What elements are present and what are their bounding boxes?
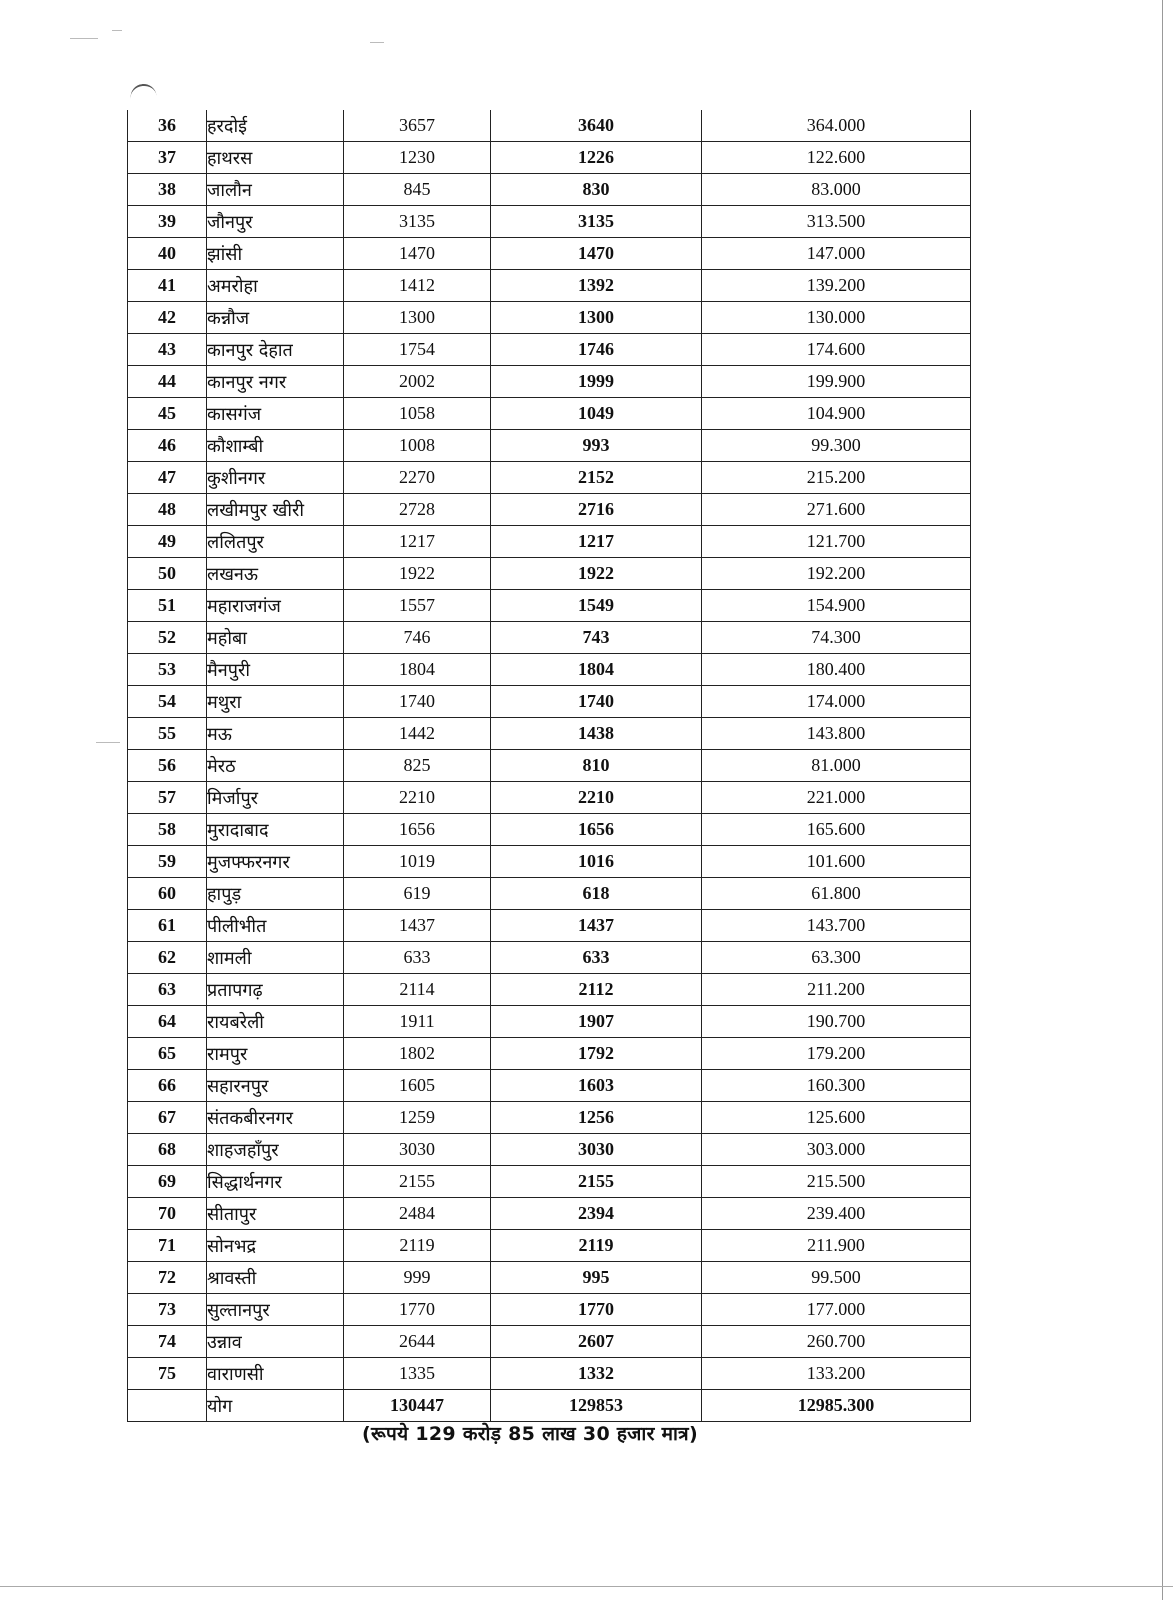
amount-col: 364.000 bbox=[702, 110, 971, 142]
scan-speck bbox=[70, 38, 98, 39]
serial-number: 60 bbox=[128, 878, 207, 910]
serial-number: 53 bbox=[128, 654, 207, 686]
district-name: मैनपुरी bbox=[207, 654, 344, 686]
value-col-2: 1256 bbox=[491, 1102, 702, 1134]
serial-number: 70 bbox=[128, 1198, 207, 1230]
value-col-1: 2270 bbox=[344, 462, 491, 494]
amount-col: 81.000 bbox=[702, 750, 971, 782]
serial-number: 52 bbox=[128, 622, 207, 654]
serial-number: 41 bbox=[128, 270, 207, 302]
table-row bbox=[128, 846, 971, 878]
value-col-1: 2484 bbox=[344, 1198, 491, 1230]
amount-col: 99.500 bbox=[702, 1262, 971, 1294]
amount-col: 147.000 bbox=[702, 238, 971, 270]
district-name: महाराजगंज bbox=[207, 590, 344, 622]
table-row bbox=[128, 1070, 971, 1102]
amount-col: 260.700 bbox=[702, 1326, 971, 1358]
value-col-1: 1259 bbox=[344, 1102, 491, 1134]
amount-col: 165.600 bbox=[702, 814, 971, 846]
value-col-2: 2112 bbox=[491, 974, 702, 1006]
serial-number: 64 bbox=[128, 1006, 207, 1038]
value-col-2: 995 bbox=[491, 1262, 702, 1294]
value-col-1: 1470 bbox=[344, 238, 491, 270]
amount-col: 143.800 bbox=[702, 718, 971, 750]
value-col-1: 746 bbox=[344, 622, 491, 654]
serial-number: 38 bbox=[128, 174, 207, 206]
value-col-1: 3030 bbox=[344, 1134, 491, 1166]
table-row bbox=[128, 878, 971, 910]
district-name: लखीमपुर खीरी bbox=[207, 494, 344, 526]
table-body bbox=[128, 110, 971, 1422]
district-name: कानपुर नगर bbox=[207, 366, 344, 398]
amount-col: 122.600 bbox=[702, 142, 971, 174]
serial-number: 46 bbox=[128, 430, 207, 462]
amount-col: 271.600 bbox=[702, 494, 971, 526]
district-name: मेरठ bbox=[207, 750, 344, 782]
district-name: लखनऊ bbox=[207, 558, 344, 590]
value-col-1: 1557 bbox=[344, 590, 491, 622]
table-row bbox=[128, 558, 971, 590]
table-row bbox=[128, 142, 971, 174]
value-col-2: 2210 bbox=[491, 782, 702, 814]
table-row bbox=[128, 366, 971, 398]
value-col-1: 2119 bbox=[344, 1230, 491, 1262]
serial-number: 75 bbox=[128, 1358, 207, 1390]
total-serial-cell bbox=[128, 1390, 207, 1422]
total-amount: 12985.300 bbox=[702, 1390, 971, 1422]
district-name: हाथरस bbox=[207, 142, 344, 174]
value-col-2: 1656 bbox=[491, 814, 702, 846]
serial-number: 42 bbox=[128, 302, 207, 334]
table-row bbox=[128, 1166, 971, 1198]
district-name: शाहजहाँपुर bbox=[207, 1134, 344, 1166]
value-col-1: 1656 bbox=[344, 814, 491, 846]
district-name: प्रतापगढ़ bbox=[207, 974, 344, 1006]
district-name: संतकबीरनगर bbox=[207, 1102, 344, 1134]
value-col-1: 2210 bbox=[344, 782, 491, 814]
serial-number: 44 bbox=[128, 366, 207, 398]
value-col-2: 1907 bbox=[491, 1006, 702, 1038]
district-name: मुरादाबाद bbox=[207, 814, 344, 846]
serial-number: 62 bbox=[128, 942, 207, 974]
district-name: सहारनपुर bbox=[207, 1070, 344, 1102]
value-col-2: 1016 bbox=[491, 846, 702, 878]
district-name: सीतापुर bbox=[207, 1198, 344, 1230]
table-row bbox=[128, 814, 971, 846]
district-name: रामपुर bbox=[207, 1038, 344, 1070]
serial-number: 61 bbox=[128, 910, 207, 942]
value-col-1: 1335 bbox=[344, 1358, 491, 1390]
district-name: शामली bbox=[207, 942, 344, 974]
amount-col: 125.600 bbox=[702, 1102, 971, 1134]
serial-number: 66 bbox=[128, 1070, 207, 1102]
table-row bbox=[128, 494, 971, 526]
district-name: मिर्जापुर bbox=[207, 782, 344, 814]
value-col-1: 1019 bbox=[344, 846, 491, 878]
amount-col: 239.400 bbox=[702, 1198, 971, 1230]
amount-col: 215.200 bbox=[702, 462, 971, 494]
value-col-1: 2002 bbox=[344, 366, 491, 398]
amount-col: 179.200 bbox=[702, 1038, 971, 1070]
value-col-2: 1470 bbox=[491, 238, 702, 270]
value-col-1: 2644 bbox=[344, 1326, 491, 1358]
amount-in-words: (रूपये 129 करोड़ 85 लाख 30 हजार मात्र) bbox=[362, 1423, 698, 1445]
value-col-1: 1412 bbox=[344, 270, 491, 302]
value-col-2: 1746 bbox=[491, 334, 702, 366]
value-col-1: 1740 bbox=[344, 686, 491, 718]
amount-col: 211.200 bbox=[702, 974, 971, 1006]
total-col-2: 129853 bbox=[491, 1390, 702, 1422]
district-name: ललितपुर bbox=[207, 526, 344, 558]
serial-number: 48 bbox=[128, 494, 207, 526]
value-col-2: 830 bbox=[491, 174, 702, 206]
value-col-2: 1922 bbox=[491, 558, 702, 590]
value-col-1: 845 bbox=[344, 174, 491, 206]
table-row bbox=[128, 622, 971, 654]
amount-col: 313.500 bbox=[702, 206, 971, 238]
value-col-1: 619 bbox=[344, 878, 491, 910]
table-row bbox=[128, 334, 971, 366]
value-col-2: 1999 bbox=[491, 366, 702, 398]
value-col-1: 1605 bbox=[344, 1070, 491, 1102]
amount-col: 133.200 bbox=[702, 1358, 971, 1390]
district-name: वाराणसी bbox=[207, 1358, 344, 1390]
district-name: उन्नाव bbox=[207, 1326, 344, 1358]
table-row bbox=[128, 1326, 971, 1358]
table-row bbox=[128, 110, 971, 142]
value-col-1: 633 bbox=[344, 942, 491, 974]
district-name: हरदोई bbox=[207, 110, 344, 142]
serial-number: 55 bbox=[128, 718, 207, 750]
table-row bbox=[128, 1294, 971, 1326]
amount-col: 104.900 bbox=[702, 398, 971, 430]
amount-col: 130.000 bbox=[702, 302, 971, 334]
value-col-1: 1058 bbox=[344, 398, 491, 430]
amount-col: 180.400 bbox=[702, 654, 971, 686]
serial-number: 67 bbox=[128, 1102, 207, 1134]
table-row bbox=[128, 1134, 971, 1166]
district-name: श्रावस्ती bbox=[207, 1262, 344, 1294]
table-row bbox=[128, 974, 971, 1006]
district-name: कन्नौज bbox=[207, 302, 344, 334]
district-name: जौनपुर bbox=[207, 206, 344, 238]
serial-number: 69 bbox=[128, 1166, 207, 1198]
table-row bbox=[128, 1102, 971, 1134]
value-col-1: 2114 bbox=[344, 974, 491, 1006]
value-col-1: 1911 bbox=[344, 1006, 491, 1038]
value-col-1: 825 bbox=[344, 750, 491, 782]
total-label: योग bbox=[207, 1390, 344, 1422]
amount-col: 215.500 bbox=[702, 1166, 971, 1198]
value-col-2: 3640 bbox=[491, 110, 702, 142]
value-col-2: 993 bbox=[491, 430, 702, 462]
district-name: कौशाम्बी bbox=[207, 430, 344, 462]
value-col-2: 1770 bbox=[491, 1294, 702, 1326]
value-col-1: 1770 bbox=[344, 1294, 491, 1326]
table-row bbox=[128, 750, 971, 782]
amount-col: 101.600 bbox=[702, 846, 971, 878]
table-row bbox=[128, 270, 971, 302]
district-name: झांसी bbox=[207, 238, 344, 270]
district-name: मुजफ्फरनगर bbox=[207, 846, 344, 878]
serial-number: 37 bbox=[128, 142, 207, 174]
district-name: जालौन bbox=[207, 174, 344, 206]
district-name: पीलीभीत bbox=[207, 910, 344, 942]
amount-col: 99.300 bbox=[702, 430, 971, 462]
amount-col: 61.800 bbox=[702, 878, 971, 910]
district-name: रायबरेली bbox=[207, 1006, 344, 1038]
scan-edge bbox=[1162, 0, 1163, 1600]
table-row bbox=[128, 302, 971, 334]
district-name: कासगंज bbox=[207, 398, 344, 430]
value-col-2: 633 bbox=[491, 942, 702, 974]
district-name: सुल्तानपुर bbox=[207, 1294, 344, 1326]
scan-speck bbox=[96, 742, 120, 743]
district-name: हापुड़ bbox=[207, 878, 344, 910]
value-col-2: 1792 bbox=[491, 1038, 702, 1070]
serial-number: 51 bbox=[128, 590, 207, 622]
value-col-1: 999 bbox=[344, 1262, 491, 1294]
value-col-2: 1392 bbox=[491, 270, 702, 302]
total-col-1: 130447 bbox=[344, 1390, 491, 1422]
value-col-2: 1217 bbox=[491, 526, 702, 558]
serial-number: 36 bbox=[128, 110, 207, 142]
value-col-2: 1603 bbox=[491, 1070, 702, 1102]
amount-col: 211.900 bbox=[702, 1230, 971, 1262]
table-row bbox=[128, 1230, 971, 1262]
value-col-1: 2155 bbox=[344, 1166, 491, 1198]
serial-number: 71 bbox=[128, 1230, 207, 1262]
amount-col: 74.300 bbox=[702, 622, 971, 654]
amount-col: 160.300 bbox=[702, 1070, 971, 1102]
value-col-2: 1049 bbox=[491, 398, 702, 430]
table-row bbox=[128, 1358, 971, 1390]
table-row bbox=[128, 398, 971, 430]
value-col-1: 1754 bbox=[344, 334, 491, 366]
amount-col: 199.900 bbox=[702, 366, 971, 398]
scan-edge bbox=[0, 1586, 1173, 1587]
serial-number: 68 bbox=[128, 1134, 207, 1166]
serial-number: 65 bbox=[128, 1038, 207, 1070]
table-row bbox=[128, 526, 971, 558]
serial-number: 47 bbox=[128, 462, 207, 494]
table-row bbox=[128, 1038, 971, 1070]
value-col-2: 1438 bbox=[491, 718, 702, 750]
serial-number: 58 bbox=[128, 814, 207, 846]
serial-number: 39 bbox=[128, 206, 207, 238]
amount-col: 190.700 bbox=[702, 1006, 971, 1038]
serial-number: 57 bbox=[128, 782, 207, 814]
serial-number: 74 bbox=[128, 1326, 207, 1358]
district-name: कानपुर देहात bbox=[207, 334, 344, 366]
value-col-1: 3657 bbox=[344, 110, 491, 142]
serial-number: 50 bbox=[128, 558, 207, 590]
district-name: महोबा bbox=[207, 622, 344, 654]
serial-number: 43 bbox=[128, 334, 207, 366]
table-row bbox=[128, 718, 971, 750]
district-allocation-table bbox=[127, 110, 971, 1422]
table-row bbox=[128, 238, 971, 270]
scan-speck bbox=[112, 30, 122, 31]
value-col-1: 1008 bbox=[344, 430, 491, 462]
value-col-1: 1300 bbox=[344, 302, 491, 334]
amount-col: 303.000 bbox=[702, 1134, 971, 1166]
amount-col: 143.700 bbox=[702, 910, 971, 942]
value-col-1: 1804 bbox=[344, 654, 491, 686]
serial-number: 45 bbox=[128, 398, 207, 430]
table-row bbox=[128, 1006, 971, 1038]
district-name: कुशीनगर bbox=[207, 462, 344, 494]
value-col-1: 2728 bbox=[344, 494, 491, 526]
serial-number: 73 bbox=[128, 1294, 207, 1326]
table-row bbox=[128, 942, 971, 974]
value-col-2: 1332 bbox=[491, 1358, 702, 1390]
value-col-1: 3135 bbox=[344, 206, 491, 238]
serial-number: 54 bbox=[128, 686, 207, 718]
amount-col: 139.200 bbox=[702, 270, 971, 302]
value-col-2: 1300 bbox=[491, 302, 702, 334]
table-row bbox=[128, 654, 971, 686]
district-name: सोनभद्र bbox=[207, 1230, 344, 1262]
amount-col: 174.000 bbox=[702, 686, 971, 718]
value-col-2: 1804 bbox=[491, 654, 702, 686]
value-col-2: 2394 bbox=[491, 1198, 702, 1230]
value-col-2: 1740 bbox=[491, 686, 702, 718]
district-name: सिद्धार्थनगर bbox=[207, 1166, 344, 1198]
amount-col: 83.000 bbox=[702, 174, 971, 206]
amount-col: 174.600 bbox=[702, 334, 971, 366]
amount-col: 177.000 bbox=[702, 1294, 971, 1326]
amount-col: 154.900 bbox=[702, 590, 971, 622]
value-col-2: 1226 bbox=[491, 142, 702, 174]
table-row bbox=[128, 462, 971, 494]
value-col-2: 618 bbox=[491, 878, 702, 910]
value-col-2: 2155 bbox=[491, 1166, 702, 1198]
serial-number: 49 bbox=[128, 526, 207, 558]
table-row bbox=[128, 686, 971, 718]
amount-col: 221.000 bbox=[702, 782, 971, 814]
value-col-2: 810 bbox=[491, 750, 702, 782]
value-col-1: 1802 bbox=[344, 1038, 491, 1070]
table-row bbox=[128, 1262, 971, 1294]
amount-col: 121.700 bbox=[702, 526, 971, 558]
value-col-2: 743 bbox=[491, 622, 702, 654]
table-row bbox=[128, 430, 971, 462]
amount-col: 63.300 bbox=[702, 942, 971, 974]
serial-number: 56 bbox=[128, 750, 207, 782]
value-col-1: 1230 bbox=[344, 142, 491, 174]
district-name: अमरोहा bbox=[207, 270, 344, 302]
value-col-1: 1437 bbox=[344, 910, 491, 942]
table-row bbox=[128, 174, 971, 206]
value-col-2: 3135 bbox=[491, 206, 702, 238]
value-col-2: 2119 bbox=[491, 1230, 702, 1262]
scan-mark bbox=[129, 83, 156, 100]
table-row bbox=[128, 1198, 971, 1230]
serial-number: 63 bbox=[128, 974, 207, 1006]
table-row bbox=[128, 590, 971, 622]
value-col-2: 2716 bbox=[491, 494, 702, 526]
value-col-2: 2607 bbox=[491, 1326, 702, 1358]
value-col-2: 1549 bbox=[491, 590, 702, 622]
total-row bbox=[128, 1390, 971, 1422]
value-col-2: 3030 bbox=[491, 1134, 702, 1166]
serial-number: 40 bbox=[128, 238, 207, 270]
serial-number: 72 bbox=[128, 1262, 207, 1294]
value-col-1: 1922 bbox=[344, 558, 491, 590]
serial-number: 59 bbox=[128, 846, 207, 878]
amount-col: 192.200 bbox=[702, 558, 971, 590]
district-name: मथुरा bbox=[207, 686, 344, 718]
district-name: मऊ bbox=[207, 718, 344, 750]
value-col-1: 1217 bbox=[344, 526, 491, 558]
value-col-2: 1437 bbox=[491, 910, 702, 942]
value-col-1: 1442 bbox=[344, 718, 491, 750]
value-col-2: 2152 bbox=[491, 462, 702, 494]
table-row bbox=[128, 206, 971, 238]
table-row bbox=[128, 782, 971, 814]
scan-speck bbox=[370, 42, 384, 43]
table-row bbox=[128, 910, 971, 942]
